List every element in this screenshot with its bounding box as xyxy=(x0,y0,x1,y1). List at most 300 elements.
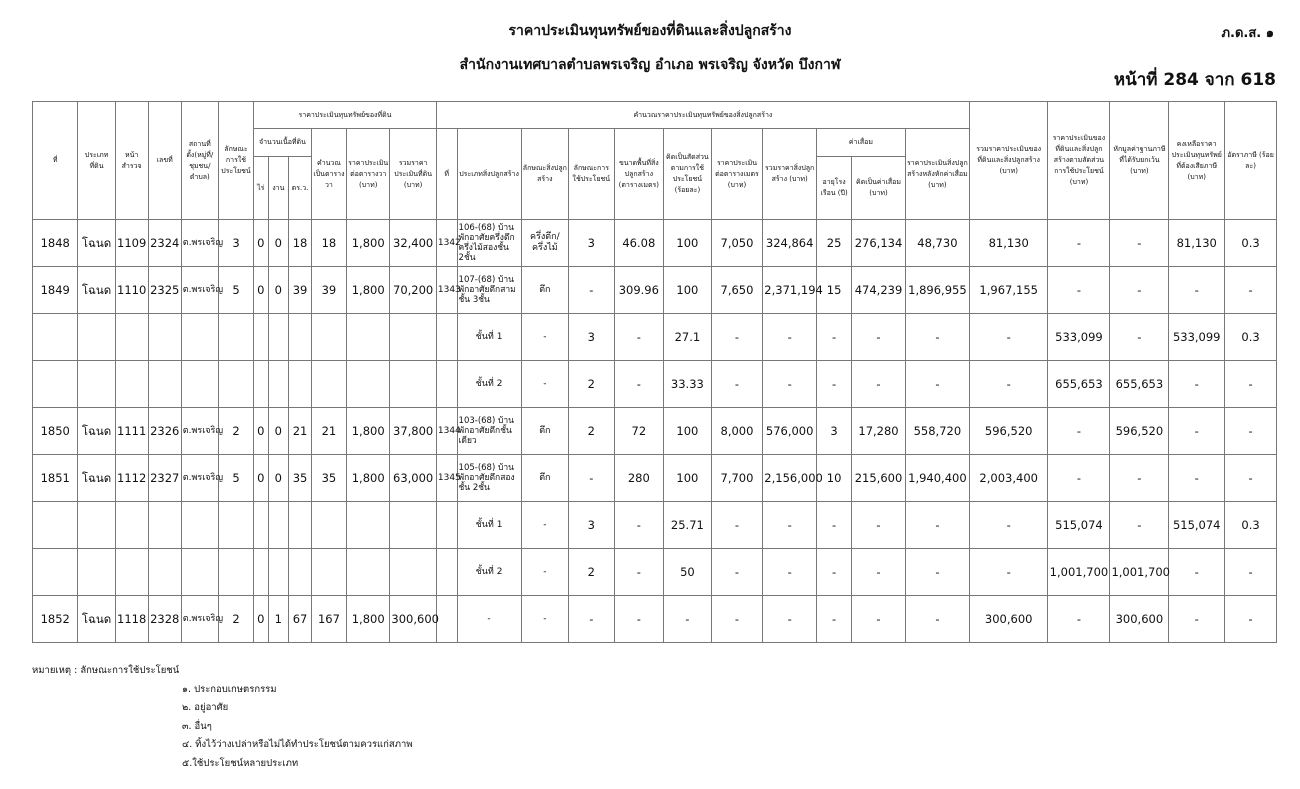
cell-rai: 0 xyxy=(254,267,268,314)
col-deed-no: เลขที่ xyxy=(148,102,181,220)
cell-b-pct: 100 xyxy=(664,408,712,455)
cell-deed-no: 2328 xyxy=(148,596,181,643)
cell-tax-rate: 0.3 xyxy=(1225,220,1277,267)
cell-calc-sqw: 39 xyxy=(311,267,346,314)
cell-deed-no xyxy=(148,314,181,361)
cell-survey-page xyxy=(115,314,148,361)
cell-exemption: 300,600 xyxy=(1110,596,1169,643)
cell-b-price-sqm: - xyxy=(711,314,763,361)
cell-ngan xyxy=(268,502,289,549)
cell-b-pct: 27.1 xyxy=(664,314,712,361)
cell-exemption: 596,520 xyxy=(1110,408,1169,455)
col-building-net: ราคาประเมินสิ่งปลูกสร้างหลังหักค่าเสื่อม (บาท) xyxy=(905,129,969,220)
cell-b-pct: 25.71 xyxy=(664,502,712,549)
cell-usage: 2 xyxy=(218,408,253,455)
cell-land-type: โฉนด xyxy=(78,455,115,502)
cell-b-type: 106-(68) บ้านพักอาศัยครึ่งตึกครึ่งไม้สองชั้น 2ชั้น xyxy=(457,220,521,267)
table-row xyxy=(33,361,1277,408)
cell-usage: 5 xyxy=(218,267,253,314)
col-proportional-value: ราคาประเมินของที่ดินและสิ่งปลูกสร้างตามสัดส่วนการใช้ประโยชน์ (บาท) xyxy=(1048,102,1110,220)
cell-b-type: - xyxy=(457,596,521,643)
group-depreciation: ค่าเสื่อม xyxy=(817,129,906,157)
cell-b-area: 309.96 xyxy=(614,267,664,314)
cell-b-price-sqm: - xyxy=(711,502,763,549)
cell-location xyxy=(181,549,218,596)
cell-land-type xyxy=(78,361,115,408)
cell-no: 1851 xyxy=(33,455,78,502)
col-building-usage: ลักษณะการใช้ประโยชน์ xyxy=(569,129,614,220)
cell-land-type: โฉนด xyxy=(78,267,115,314)
col-grand-total: รวมราคาประเมินของที่ดินและสิ่งปลูกสร้าง (บาท) xyxy=(969,102,1048,220)
cell-calc-sqw: 21 xyxy=(311,408,346,455)
cell-location: ต.พรเจริญ xyxy=(181,408,218,455)
cell-location xyxy=(181,502,218,549)
cell-usage xyxy=(218,314,253,361)
col-calc-sqw: คำนวณเป็นตารางวา xyxy=(311,129,346,220)
cell-b-no xyxy=(436,361,457,408)
cell-prop-value: 515,074 xyxy=(1048,502,1110,549)
col-building-area: ขนาดพื้นที่สิ่งปลูกสร้าง (ตารางเมตร) xyxy=(614,129,664,220)
cell-no xyxy=(33,502,78,549)
cell-land-type: โฉนด xyxy=(78,220,115,267)
cell-b-pct: 100 xyxy=(664,267,712,314)
cell-tax-rate: - xyxy=(1225,549,1277,596)
cell-b-price-sqm: - xyxy=(711,596,763,643)
cell-land-type xyxy=(78,502,115,549)
cell-b-pct: 50 xyxy=(664,549,712,596)
cell-deed-no: 2324 xyxy=(148,220,181,267)
cell-b-kind: - xyxy=(521,502,569,549)
cell-b-dep: 215,600 xyxy=(852,455,906,502)
cell-ngan xyxy=(268,549,289,596)
cell-location: ต.พรเจริญ xyxy=(181,220,218,267)
col-no: ที่ xyxy=(33,102,78,220)
cell-land-total: 300,600 xyxy=(390,596,436,643)
note-item: ๔. ทิ้งไว้ว่างเปล่าหรือไม่ได้ทำประโยชน์ตามควรแก่สภาพ xyxy=(182,739,413,750)
cell-wa: 39 xyxy=(289,267,312,314)
cell-grand-total: - xyxy=(969,314,1048,361)
cell-land-type xyxy=(78,314,115,361)
cell-no: 1848 xyxy=(33,220,78,267)
cell-prop-value: 655,653 xyxy=(1048,361,1110,408)
cell-b-price-sqm: - xyxy=(711,549,763,596)
cell-b-area: - xyxy=(614,549,664,596)
group-land-value: ราคาประเมินทุนทรัพย์ของที่ดิน xyxy=(254,102,437,129)
note-item: ๑. ประกอบเกษตรกรรม xyxy=(182,683,277,695)
cell-b-no xyxy=(436,502,457,549)
cell-no xyxy=(33,361,78,408)
cell-b-kind: - xyxy=(521,549,569,596)
cell-b-price-sqm: 8,000 xyxy=(711,408,763,455)
cell-b-dep: - xyxy=(852,549,906,596)
cell-taxable: 81,130 xyxy=(1169,220,1225,267)
cell-b-net: 48,730 xyxy=(905,220,969,267)
cell-b-usage: 2 xyxy=(569,408,614,455)
cell-b-area: - xyxy=(614,314,664,361)
cell-b-total: 2,156,000 xyxy=(763,455,817,502)
col-building-age: อายุโรงเรือน (ปี) xyxy=(817,157,852,220)
cell-b-price-sqm: 7,050 xyxy=(711,220,763,267)
form-code: ภ.ด.ส. ๑ xyxy=(1221,26,1274,41)
cell-land-total: 70,200 xyxy=(390,267,436,314)
cell-deed-no: 2325 xyxy=(148,267,181,314)
cell-rai xyxy=(254,549,268,596)
cell-tax-rate: 0.3 xyxy=(1225,502,1277,549)
cell-calc-sqw xyxy=(311,549,346,596)
cell-b-total: 324,864 xyxy=(763,220,817,267)
cell-tax-rate: - xyxy=(1225,361,1277,408)
cell-exemption: - xyxy=(1110,502,1169,549)
cell-b-usage: 2 xyxy=(569,549,614,596)
col-ngan: งาน xyxy=(268,157,289,220)
cell-ngan: 0 xyxy=(268,220,289,267)
table-row xyxy=(33,314,1277,361)
col-wa: ตร.ว. xyxy=(289,157,312,220)
page-number: หน้าที่ 284 จาก 618 xyxy=(1113,70,1276,90)
cell-survey-page xyxy=(115,549,148,596)
cell-b-usage: 3 xyxy=(569,502,614,549)
cell-survey-page: 1109 xyxy=(115,220,148,267)
cell-b-area: - xyxy=(614,361,664,408)
cell-b-age: - xyxy=(817,361,852,408)
cell-b-kind: ครึ่งตึก/ครึ่งไม้ xyxy=(521,220,569,267)
cell-b-price-sqm: 7,700 xyxy=(711,455,763,502)
cell-land-type xyxy=(78,549,115,596)
cell-b-no: 1344 xyxy=(436,408,457,455)
cell-b-net: - xyxy=(905,361,969,408)
cell-deed-no: 2326 xyxy=(148,408,181,455)
cell-rai: 0 xyxy=(254,220,268,267)
document-subtitle: สำนักงานเทศบาลตำบลพรเจริญ อำเภอ พรเจริญ จังหวัด บึงกาฬ xyxy=(459,57,841,73)
cell-location: ต.พรเจริญ xyxy=(181,455,218,502)
cell-prop-value: - xyxy=(1048,220,1110,267)
group-land-area: จำนวนเนื้อที่ดิน xyxy=(254,129,312,157)
cell-b-total: - xyxy=(763,314,817,361)
cell-b-kind: - xyxy=(521,596,569,643)
cell-wa xyxy=(289,361,312,408)
cell-calc-sqw: 167 xyxy=(311,596,346,643)
cell-wa xyxy=(289,502,312,549)
cell-price-per-sqw xyxy=(347,502,390,549)
cell-b-dep: 276,134 xyxy=(852,220,906,267)
cell-prop-value: 533,099 xyxy=(1048,314,1110,361)
cell-ngan xyxy=(268,361,289,408)
cell-no: 1852 xyxy=(33,596,78,643)
cell-b-no: 1343 xyxy=(436,267,457,314)
cell-b-total: - xyxy=(763,549,817,596)
cell-b-net: 1,940,400 xyxy=(905,455,969,502)
cell-b-dep: - xyxy=(852,502,906,549)
cell-price-per-sqw: 1,800 xyxy=(347,596,390,643)
cell-survey-page: 1118 xyxy=(115,596,148,643)
cell-b-age: 15 xyxy=(817,267,852,314)
cell-b-age: - xyxy=(817,549,852,596)
cell-b-age: 3 xyxy=(817,408,852,455)
cell-b-pct: 100 xyxy=(664,455,712,502)
cell-b-no xyxy=(436,596,457,643)
cell-b-type: ชั้นที่ 2 xyxy=(457,549,521,596)
cell-tax-rate: - xyxy=(1225,455,1277,502)
cell-exemption: 1,001,700 xyxy=(1110,549,1169,596)
table-row xyxy=(33,408,1277,455)
cell-b-pct: - xyxy=(664,596,712,643)
cell-land-total xyxy=(390,361,436,408)
cell-grand-total: 2,003,400 xyxy=(969,455,1048,502)
cell-location xyxy=(181,361,218,408)
cell-b-age: - xyxy=(817,596,852,643)
col-building-total: รวมราคาสิ่งปลูกสร้าง (บาท) xyxy=(763,129,817,220)
cell-survey-page: 1111 xyxy=(115,408,148,455)
cell-taxable: - xyxy=(1169,455,1225,502)
cell-b-pct: 100 xyxy=(664,220,712,267)
cell-taxable: - xyxy=(1169,361,1225,408)
cell-b-type: 107-(68) บ้านพักอาศัยตึกสามชั้น 3ชั้น xyxy=(457,267,521,314)
cell-land-total: 63,000 xyxy=(390,455,436,502)
cell-calc-sqw: 18 xyxy=(311,220,346,267)
cell-no xyxy=(33,314,78,361)
cell-ngan: 0 xyxy=(268,455,289,502)
col-building-type: ประเภทสิ่งปลูกสร้าง xyxy=(457,129,521,220)
table-row xyxy=(33,267,1277,314)
cell-b-usage: 3 xyxy=(569,314,614,361)
cell-b-price-sqm: - xyxy=(711,361,763,408)
table-body xyxy=(33,220,1277,643)
cell-b-dep: 474,239 xyxy=(852,267,906,314)
cell-b-net: - xyxy=(905,549,969,596)
cell-price-per-sqw xyxy=(347,361,390,408)
cell-exemption: - xyxy=(1110,267,1169,314)
cell-price-per-sqw: 1,800 xyxy=(347,220,390,267)
col-depreciation: คิดเป็นค่าเสื่อม (บาท) xyxy=(852,157,906,220)
col-taxable: คงเหลือราคาประเมินทุนทรัพย์ที่ต้องเสียภาษี (บาท) xyxy=(1169,102,1225,220)
cell-b-type: 103-(68) บ้านพักอาศัยตึกชั้นเดียว xyxy=(457,408,521,455)
cell-exemption: - xyxy=(1110,220,1169,267)
table-row xyxy=(33,220,1277,267)
cell-price-per-sqw: 1,800 xyxy=(347,455,390,502)
cell-grand-total: - xyxy=(969,549,1048,596)
cell-grand-total: 1,967,155 xyxy=(969,267,1048,314)
cell-b-area: 46.08 xyxy=(614,220,664,267)
cell-survey-page: 1110 xyxy=(115,267,148,314)
cell-survey-page: 1112 xyxy=(115,455,148,502)
cell-wa: 21 xyxy=(289,408,312,455)
cell-wa: 18 xyxy=(289,220,312,267)
col-rai: ไร่ xyxy=(254,157,268,220)
cell-usage: 2 xyxy=(218,596,253,643)
cell-b-no: 1345 xyxy=(436,455,457,502)
cell-no: 1849 xyxy=(33,267,78,314)
cell-grand-total: - xyxy=(969,361,1048,408)
cell-rai: 0 xyxy=(254,596,268,643)
cell-tax-rate: - xyxy=(1225,596,1277,643)
cell-b-net: - xyxy=(905,502,969,549)
cell-no: 1850 xyxy=(33,408,78,455)
cell-ngan xyxy=(268,314,289,361)
cell-location xyxy=(181,314,218,361)
cell-usage: 5 xyxy=(218,455,253,502)
cell-usage xyxy=(218,549,253,596)
cell-b-age: 10 xyxy=(817,455,852,502)
cell-b-total: - xyxy=(763,502,817,549)
cell-b-total: - xyxy=(763,361,817,408)
cell-price-per-sqw xyxy=(347,314,390,361)
cell-b-kind: ตึก xyxy=(521,455,569,502)
table-row xyxy=(33,549,1277,596)
cell-exemption: - xyxy=(1110,314,1169,361)
cell-b-pct: 33.33 xyxy=(664,361,712,408)
cell-taxable: - xyxy=(1169,596,1225,643)
cell-price-per-sqw: 1,800 xyxy=(347,267,390,314)
assessment-table xyxy=(32,101,1277,643)
cell-land-total xyxy=(390,502,436,549)
cell-b-kind: ตึก xyxy=(521,267,569,314)
cell-exemption: - xyxy=(1110,455,1169,502)
cell-wa xyxy=(289,314,312,361)
cell-calc-sqw: 35 xyxy=(311,455,346,502)
cell-b-price-sqm: 7,650 xyxy=(711,267,763,314)
cell-prop-value: - xyxy=(1048,596,1110,643)
cell-b-usage: - xyxy=(569,455,614,502)
cell-deed-no xyxy=(148,549,181,596)
note-item: ๕.ใช้ประโยชน์หลายประเภท xyxy=(182,757,299,769)
cell-taxable: - xyxy=(1169,408,1225,455)
cell-b-net: - xyxy=(905,596,969,643)
cell-location: ต.พรเจริญ xyxy=(181,267,218,314)
cell-exemption: 655,653 xyxy=(1110,361,1169,408)
cell-rai xyxy=(254,502,268,549)
cell-b-area: - xyxy=(614,596,664,643)
cell-b-total: 2,371,194 xyxy=(763,267,817,314)
cell-taxable: - xyxy=(1169,267,1225,314)
cell-deed-no xyxy=(148,502,181,549)
cell-b-net: 558,720 xyxy=(905,408,969,455)
cell-tax-rate: - xyxy=(1225,408,1277,455)
cell-grand-total: - xyxy=(969,502,1048,549)
cell-taxable: 533,099 xyxy=(1169,314,1225,361)
cell-rai xyxy=(254,314,268,361)
cell-usage xyxy=(218,361,253,408)
cell-b-kind: - xyxy=(521,314,569,361)
cell-b-area: 280 xyxy=(614,455,664,502)
cell-taxable: - xyxy=(1169,549,1225,596)
cell-usage xyxy=(218,502,253,549)
col-price-per-sqw: ราคาประเมินต่อตารางวา (บาท) xyxy=(347,129,390,220)
note-item: ๒. อยู่อาศัย xyxy=(182,702,229,713)
cell-prop-value: - xyxy=(1048,408,1110,455)
cell-location: ต.พรเจริญ xyxy=(181,596,218,643)
group-building-value: คำนวณราคาประเมินทุนทรัพย์ของสิ่งปลูกสร้าง xyxy=(436,102,969,129)
cell-b-usage: 3 xyxy=(569,220,614,267)
cell-calc-sqw xyxy=(311,361,346,408)
col-exemption: หักมูลค่าฐานภาษีที่ได้รับยกเว้น (บาท) xyxy=(1110,102,1169,220)
col-location: สถานที่ตั้ง(หมู่ที่/ชุมชน/ตำบล) xyxy=(181,102,218,220)
cell-land-total xyxy=(390,314,436,361)
cell-b-dep: - xyxy=(852,596,906,643)
cell-prop-value: - xyxy=(1048,267,1110,314)
cell-land-total xyxy=(390,549,436,596)
cell-b-usage: 2 xyxy=(569,361,614,408)
cell-b-net: 1,896,955 xyxy=(905,267,969,314)
notes-items xyxy=(32,681,413,774)
table-row xyxy=(33,596,1277,643)
cell-survey-page xyxy=(115,361,148,408)
cell-b-type: ชั้นที่ 1 xyxy=(457,502,521,549)
cell-b-usage: - xyxy=(569,596,614,643)
note-item: ๓. อื่นๆ xyxy=(182,720,212,732)
cell-b-dep: 17,280 xyxy=(852,408,906,455)
cell-tax-rate: - xyxy=(1225,267,1277,314)
col-building-no: ที่ xyxy=(436,129,457,220)
cell-b-area: 72 xyxy=(614,408,664,455)
cell-b-total: - xyxy=(763,596,817,643)
cell-calc-sqw xyxy=(311,502,346,549)
cell-no xyxy=(33,549,78,596)
cell-b-age: - xyxy=(817,502,852,549)
cell-prop-value: 1,001,700 xyxy=(1048,549,1110,596)
cell-price-per-sqw xyxy=(347,549,390,596)
cell-deed-no xyxy=(148,361,181,408)
col-building-pct: คิดเป็นสัดส่วนตามการใช้ประโยชน์ (ร้อยละ) xyxy=(664,129,712,220)
col-building-kind: ลักษณะสิ่งปลูกสร้าง xyxy=(521,129,569,220)
cell-rai xyxy=(254,361,268,408)
cell-taxable: 515,074 xyxy=(1169,502,1225,549)
cell-b-age: - xyxy=(817,314,852,361)
cell-b-type: 105-(68) บ้านพักอาศัยตึกสองชั้น 2ชั้น xyxy=(457,455,521,502)
cell-b-age: 25 xyxy=(817,220,852,267)
col-tax-rate: อัตราภาษี (ร้อยละ) xyxy=(1225,102,1277,220)
cell-land-type: โฉนด xyxy=(78,596,115,643)
cell-b-no: 1342 xyxy=(436,220,457,267)
cell-b-no xyxy=(436,549,457,596)
cell-ngan: 0 xyxy=(268,267,289,314)
cell-b-no xyxy=(436,314,457,361)
notes xyxy=(32,662,413,773)
col-land-type: ประเภทที่ดิน xyxy=(78,102,115,220)
cell-wa: 35 xyxy=(289,455,312,502)
notes-label: หมายเหตุ : ลักษณะการใช้ประโยชน์ xyxy=(32,665,180,676)
cell-b-usage: - xyxy=(569,267,614,314)
cell-grand-total: 300,600 xyxy=(969,596,1048,643)
col-survey-page: หน้าสำรวจ xyxy=(115,102,148,220)
cell-b-kind: ตึก xyxy=(521,408,569,455)
cell-b-dep: - xyxy=(852,314,906,361)
table-row xyxy=(33,455,1277,502)
cell-price-per-sqw: 1,800 xyxy=(347,408,390,455)
cell-b-net: - xyxy=(905,314,969,361)
cell-grand-total: 81,130 xyxy=(969,220,1048,267)
cell-rai: 0 xyxy=(254,455,268,502)
cell-land-type: โฉนด xyxy=(78,408,115,455)
col-building-price-sqm: ราคาประเมินต่อตารางเมตร (บาท) xyxy=(711,129,763,220)
cell-survey-page xyxy=(115,502,148,549)
cell-prop-value: - xyxy=(1048,455,1110,502)
cell-b-type: ชั้นที่ 2 xyxy=(457,361,521,408)
cell-wa: 67 xyxy=(289,596,312,643)
col-usage: ลักษณะการใช้ประโยชน์ xyxy=(218,102,253,220)
cell-rai: 0 xyxy=(254,408,268,455)
cell-land-total: 37,800 xyxy=(390,408,436,455)
cell-ngan: 0 xyxy=(268,408,289,455)
cell-usage: 3 xyxy=(218,220,253,267)
cell-b-dep: - xyxy=(852,361,906,408)
col-land-total: รวมราคาประเมินที่ดิน (บาท) xyxy=(390,129,436,220)
document-title: ราคาประเมินทุนทรัพย์ของที่ดินและสิ่งปลูกสร้าง xyxy=(508,23,792,39)
cell-b-kind: - xyxy=(521,361,569,408)
cell-deed-no: 2327 xyxy=(148,455,181,502)
cell-b-type: ชั้นที่ 1 xyxy=(457,314,521,361)
cell-tax-rate: 0.3 xyxy=(1225,314,1277,361)
cell-land-total: 32,400 xyxy=(390,220,436,267)
